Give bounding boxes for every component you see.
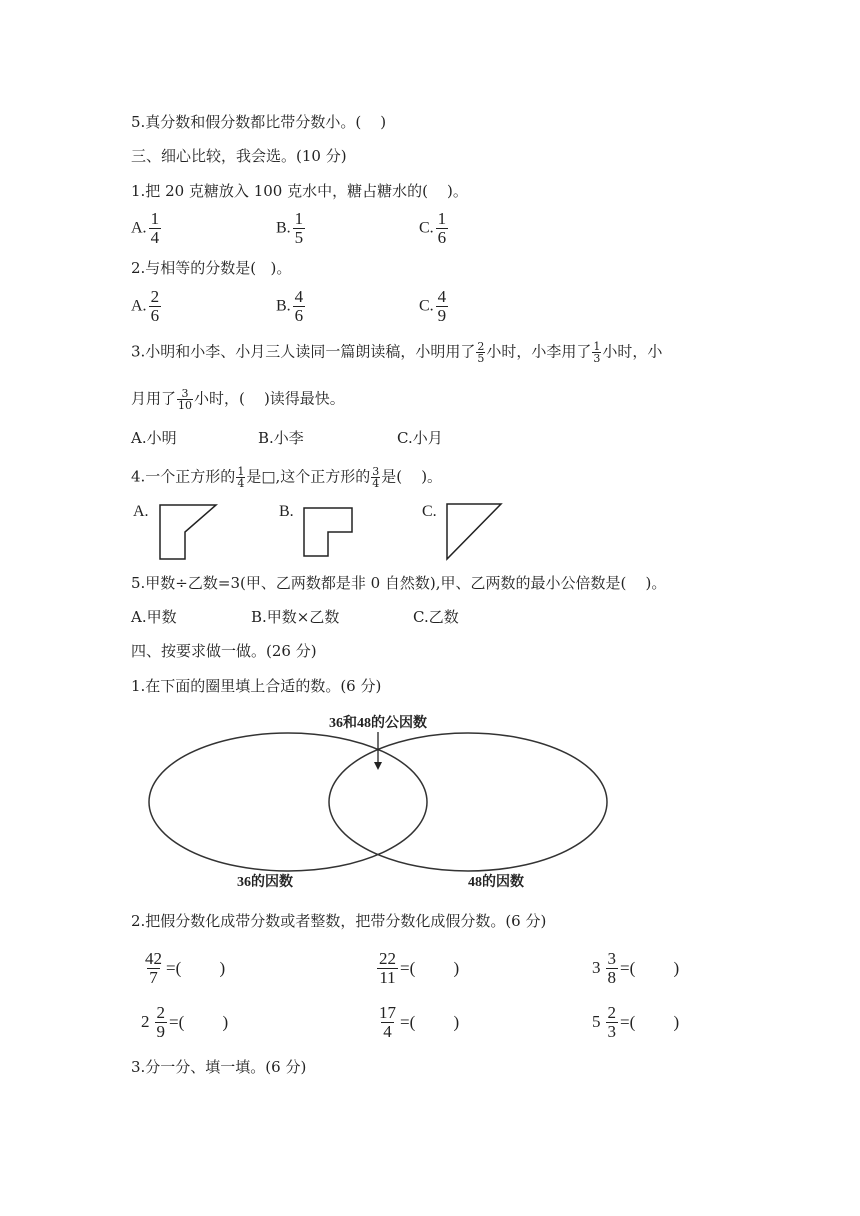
conversion-item: $\frac{17}{4}$ =( ) (379, 1003, 460, 1041)
q5-option-c: C.乙数 (413, 608, 459, 626)
shape-c-figure (443, 500, 507, 564)
choice-question-3-line-2: 月用了 $\frac{3}{10}$ 小时，( )读得最快。 (131, 387, 345, 412)
venn-top-label: 36和48的公因数 (329, 716, 427, 731)
fraction: $\frac{4}{9}$ (437, 287, 447, 325)
task-question-3: 3.分一分、填一填。(6 分) (131, 1058, 307, 1076)
q1-option-c: C. $\frac{1}{6}$ (419, 209, 447, 247)
fraction: $\frac{17}{4}$ (379, 1003, 396, 1041)
task-question-2: 2.把假分数化成带分数或者整数，把带分数化成假分数。(6 分) (131, 912, 547, 930)
fraction: $\frac{2}{6}$ (150, 287, 160, 325)
conversion-item: 3 $\frac{3}{8}$ =( ) (592, 949, 680, 987)
conversion-item: 2 $\frac{2}{9}$ =( ) (141, 1003, 229, 1041)
shape-label-a: A. (133, 503, 149, 520)
conversion-item: $\frac{22}{11}$ =( ) (379, 949, 460, 987)
shape-label-c: C. (422, 503, 437, 520)
choice-question-3-line-1: 3.小明和小李、小月三人读同一篇朗读稿，小明用了 $\frac{2}{5}$ 小时，小李用了 $\frac{1}{3}$ 小时，小 (131, 340, 663, 365)
q3-option-b: B.小李 (258, 429, 304, 447)
choice-question-4: 4.一个正方形的 $\frac{1}{4}$ 是□,这个正方形的 $\frac{3}{4}$ 是( )。 (131, 465, 443, 490)
q5-option-b: B.甲数×乙数 (251, 608, 340, 626)
fraction: $\frac{2}{3}$ (607, 1003, 616, 1041)
venn-diagram (140, 706, 620, 896)
q5-option-a: A.甲数 (131, 608, 177, 626)
shape-label-b: B. (279, 503, 294, 520)
q1-option-b: B. $\frac{1}{5}$ (276, 209, 304, 247)
shape-a-figure (155, 500, 225, 564)
fraction: $\frac{2}{5}$ (477, 340, 485, 365)
fraction: $\frac{1}{4}$ (150, 209, 160, 247)
venn-left-ellipse (149, 733, 427, 871)
shape-b-figure (300, 504, 360, 560)
fraction: $\frac{1}{3}$ (593, 340, 601, 365)
fraction: $\frac{1}{5}$ (294, 209, 304, 247)
fraction: $\frac{3}{4}$ (372, 465, 380, 490)
section-4-title: 四、按要求做一做。(26 分) (131, 642, 317, 660)
fraction: $\frac{3}{8}$ (607, 949, 616, 987)
fraction: $\frac{3}{10}$ (178, 387, 193, 412)
section-3-title: 三、细心比较，我会选。(10 分) (131, 147, 347, 165)
q2-option-c: C. $\frac{4}{9}$ (419, 287, 447, 325)
choice-question-1: 1.把 20 克糖放入 100 克水中，糖占糖水的( )。 (131, 182, 468, 200)
q2-option-b: B. $\frac{4}{6}$ (276, 287, 304, 325)
fraction: $\frac{42}{7}$ (145, 949, 162, 987)
q3-option-c: C.小月 (397, 429, 443, 447)
fraction: $\frac{22}{11}$ (379, 949, 396, 987)
conversion-item: $\frac{42}{7}$ =( ) (145, 949, 226, 987)
choice-question-5: 5.甲数÷乙数=3(甲、乙两数都是非 0 自然数),甲、乙两数的最小公倍数是( )。 (131, 574, 667, 592)
fraction: $\frac{1}{6}$ (437, 209, 447, 247)
task-question-1: 1.在下面的圈里填上合适的数。(6 分) (131, 677, 382, 695)
q2-option-a: A. $\frac{2}{6}$ (131, 287, 160, 325)
arrow-head-icon (374, 762, 382, 770)
venn-right-ellipse (329, 733, 607, 871)
fraction: $\frac{1}{4}$ (237, 465, 245, 490)
q1-option-a: A. $\frac{1}{4}$ (131, 209, 160, 247)
fraction: $\frac{2}{9}$ (156, 1003, 165, 1041)
venn-right-label: 48的因数 (468, 875, 524, 890)
tf-question-5: 5.真分数和假分数都比带分数小。( ) (131, 113, 387, 131)
choice-question-2: 2.与相等的分数是( )。 (131, 259, 292, 277)
q3-option-a: A.小明 (131, 429, 177, 447)
conversion-item: 5 $\frac{2}{3}$ =( ) (592, 1003, 680, 1041)
fraction: $\frac{4}{6}$ (294, 287, 304, 325)
venn-left-label: 36的因数 (237, 875, 293, 890)
